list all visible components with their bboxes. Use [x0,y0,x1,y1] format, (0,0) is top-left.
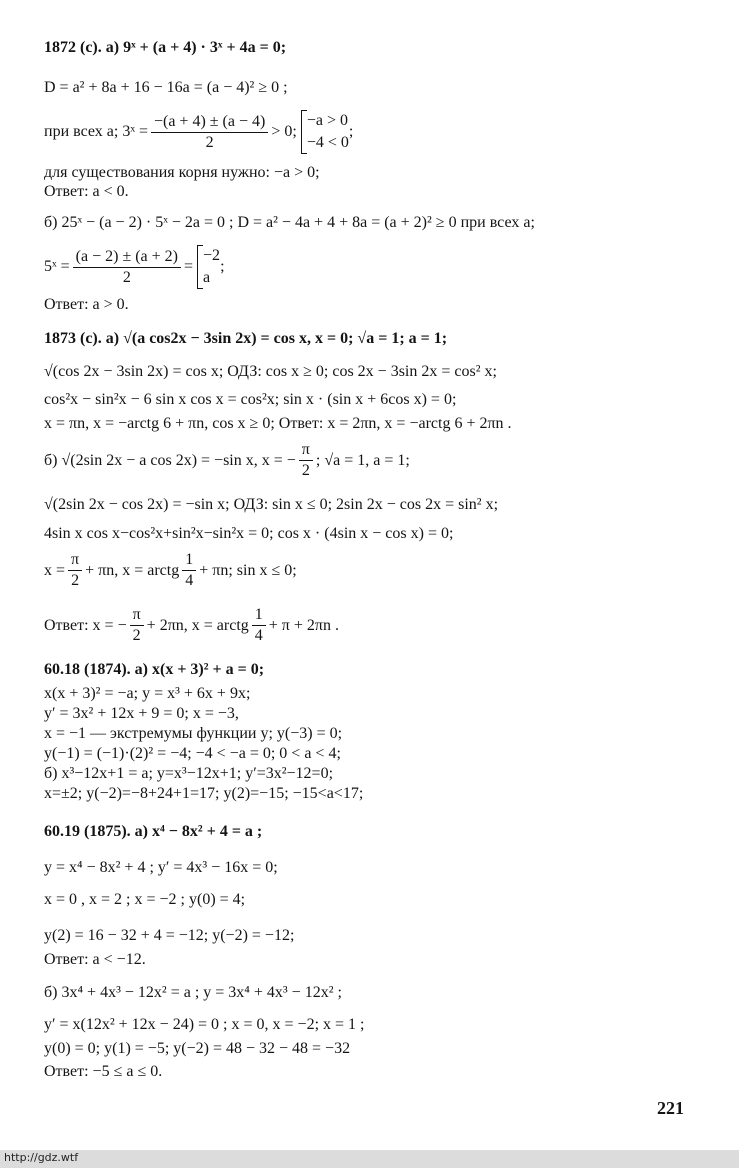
text-line: б) x³−12x+1 = a; y=x³−12x+1; y′=3x²−12=0; [44,765,334,782]
text-line: cos²x − sin²x − 6 sin x cos x = cos²x; sin x · (sin x + 6cos x) = 0; [44,391,457,408]
fraction: $\frac{1}{4}$ [182,550,196,591]
text-line: б) 25ˣ − (a − 2) · 5ˣ − 2a = 0 ; D = a² − 4a + 4 + 8a = (a + 2)² ≥ 0 при всех a; [44,214,535,231]
text-line: x = 0 , x = 2 ; x = −2 ; y(0) = 4; [44,891,246,908]
text-line: y′ = 3x² + 12x + 9 = 0; x = −3, [44,705,239,722]
footer-link[interactable]: http://gdz.wtf [4,1151,79,1164]
text-line: б) 3x⁴ + 4x³ − 12x² = a ; y = 3x⁴ + 4x³ − 12x² ; [44,984,342,1001]
answer-line: Ответ: a < 0. [44,183,129,200]
text-line: 4sin x cos x−cos²x+sin²x−sin²x = 0; cos x · (4sin x − cos x) = 0; [44,525,454,542]
system-bracket: −a > 0 −4 < 0 [301,110,349,154]
text-line: x=±2; y(−2)=−8+24+1=17; y(2)=−15; −15<a<17; [44,785,364,802]
problem-60-18-heading: 60.18 (1874). а) x(x + 3)² + a = 0; [44,661,265,678]
answer-line: Ответ: −5 ≤ a ≤ 0. [44,1063,163,1080]
fraction: $\frac{\pi}{2}$ [68,550,82,591]
text-line: y′ = x(12x² + 12x − 24) = 0 ; x = 0, x = −2; x = 1 ; [44,1016,365,1033]
text-line: √(2sin 2x − cos 2x) = −sin x; ОДЗ: sin x ≤ 0; 2sin 2x − cos 2x = sin² x; [44,496,499,513]
answer-line: Ответ: x = − $\frac{\pi}{2}$ + 2πn, x = arctg $\frac{1}{4}$ + π + 2πn . [44,606,339,644]
fraction: $\frac{\pi}{2}$ [130,605,144,646]
answer-line: Ответ: a > 0. [44,296,129,313]
system-bracket: −2 a [197,245,220,289]
text-line: для существования корня нужно: −a > 0; [44,164,320,181]
page-number: 221 [657,1098,684,1118]
fraction: $\frac{(a - 2) \pm (a + 2)}{2}$ [73,247,181,288]
text-line: y(0) = 0; y(1) = −5; y(−2) = 48 − 32 − 48 = −32 [44,1040,351,1057]
text-line: при всех a; 3ˣ = $\frac{-(a + 4) \pm (a - 4)}{2}$ > 0; −a > 0 −4 < 0 ; [44,110,353,154]
text-line: y(−1) = (−1)·(2)² = −4; −4 < −a = 0; 0 < a < 4; [44,745,341,762]
problem-1872-heading: 1872 (с). а) 9ˣ + (a + 4) · 3ˣ + 4a = 0; [44,39,287,56]
fraction: $\frac{\pi}{2}$ [299,440,313,481]
text-line: y = x⁴ − 8x² + 4 ; y′ = 4x³ − 16x = 0; [44,859,278,876]
text-line: x(x + 3)² = −a; y = x³ + 6x + 9x; [44,685,251,702]
text-line: 5ˣ = $\frac{(a - 2) \pm (a + 2)}{2}$ = −2 a ; [44,245,225,289]
text-line: x = −1 — экстремумы функции y; y(−3) = 0; [44,725,343,742]
text-line: б) √(2sin 2x − a cos 2x) = −sin x, x = − $\frac{\pi}{2}$ ; √a = 1, a = 1; [44,441,410,479]
text-line: y(2) = 16 − 32 + 4 = −12; y(−2) = −12; [44,927,295,944]
fraction: $\frac{-(a + 4) \pm (a - 4)}{2}$ [151,112,268,153]
problem-1873-heading: 1873 (с). а) √(a cos2x − 3sin 2x) = cos x, x = 0; √a = 1; a = 1; [44,330,448,347]
problem-60-19-heading: 60.19 (1875). а) x⁴ − 8x² + 4 = a ; [44,823,263,840]
text-line: √(cos 2x − 3sin 2x) = cos x; ОДЗ: cos x ≥ 0; cos 2x − 3sin 2x = cos² x; [44,363,497,380]
answer-line: Ответ: a < −12. [44,951,146,968]
fraction: $\frac{1}{4}$ [252,605,266,646]
text-line: D = a² + 8a + 16 − 16a = (a − 4)² ≥ 0 ; [44,79,288,96]
text-line: x = $\frac{\pi}{2}$ + πn, x = arctg $\frac{1}{4}$ + πn; sin x ≤ 0; [44,551,297,589]
footer-bar [0,1150,739,1168]
text-line: x = πn, x = −arctg 6 + πn, cos x ≥ 0; Ответ: x = 2πn, x = −arctg 6 + 2πn . [44,415,512,432]
